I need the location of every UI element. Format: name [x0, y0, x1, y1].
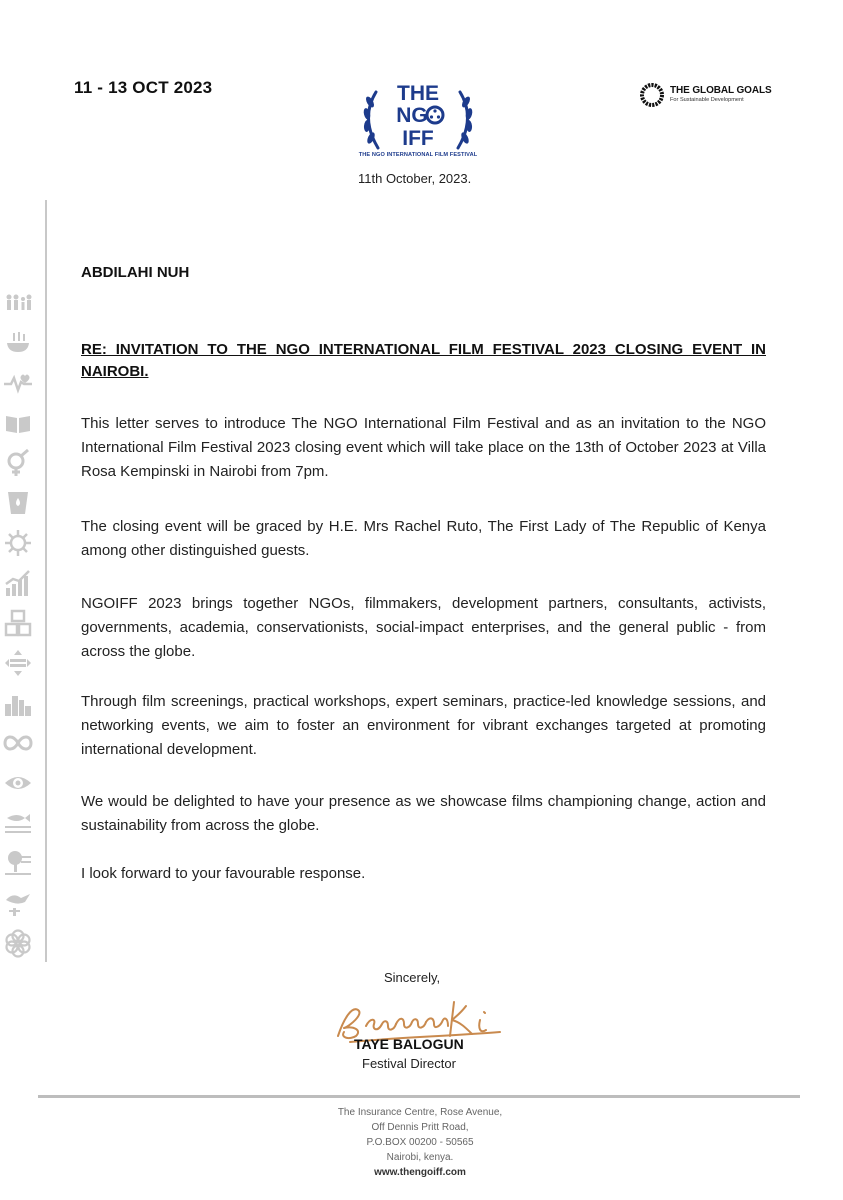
no-poverty-icon [3, 288, 33, 318]
closing-salutation: Sincerely, [384, 970, 441, 985]
zero-hunger-icon [3, 328, 33, 358]
event-dates: 11 - 13 OCT 2023 [74, 78, 213, 97]
quality-education-icon [3, 408, 33, 438]
sdg-icon-column [0, 288, 38, 968]
sidebar-divider [45, 200, 47, 962]
industry-innovation-icon [3, 608, 33, 638]
address-line: Nairobi, kenya. [386, 1152, 454, 1163]
good-health-icon [3, 368, 33, 398]
peace-justice-icon [3, 888, 33, 918]
footer-divider [38, 1095, 800, 1098]
subject-line: RE: INVITATION TO THE NGO INTERNATIONAL FILM FESTIVAL 2023 CLOSING EVENT IN NAIROBI. [81, 341, 766, 380]
sustainable-cities-icon [3, 688, 33, 718]
reduced-inequalities-icon [3, 648, 33, 678]
signer-title: Festival Director [362, 1056, 456, 1071]
clean-energy-icon [3, 528, 33, 558]
life-on-land-icon [3, 848, 33, 878]
global-goals-title: THE GLOBAL GOALS [670, 85, 772, 97]
climate-action-icon [3, 768, 33, 798]
letter-date: 11th October, 2023. [358, 171, 472, 186]
body-paragraph: We would be delighted to have your presence as we showcase films championing change, action and sustainability from across the globe. [81, 793, 766, 834]
film-reel-icon [427, 107, 443, 123]
footer-address [240, 1105, 600, 1180]
body-paragraph: I look forward to your favourable response. [81, 865, 366, 882]
recipient-name: ABDILAHI NUH [81, 264, 190, 281]
body-paragraph: This letter serves to introduce The NGO International Film Festival and as an invitation to the NGO International Film Festival 2023 closing event which will take place on the 13th of October 2023 at Villa Rosa Kempinski in Nairobi from 7pm. [81, 415, 766, 480]
global-goals-logo [640, 80, 772, 110]
logo-line-1: THE [397, 82, 439, 105]
body-paragraph: The closing event will be graced by H.E. Mrs Rachel Ruto, The First Lady of The Republic of Kenya among other distinguished guests. [81, 518, 766, 559]
body-paragraph: Through film screenings, practical workshops, expert seminars, practice-led knowledge sessions, and networking events, we aim to foster an environment for vibrant exchanges targeted at promoting international development. [81, 693, 766, 758]
decent-work-icon [3, 568, 33, 598]
address-line: P.O.BOX 00200 - 50565 [366, 1137, 474, 1148]
website-link[interactable]: www.thengoiff.com [374, 1167, 466, 1178]
global-goals-subtitle: For Sustainable Development [670, 97, 744, 104]
address-line: The Insurance Centre, Rose Avenue, [337, 1107, 503, 1118]
body-paragraph: NGOIFF 2023 brings together NGOs, filmmakers, development partners, consultants, activists, governments, academia, conservationists, social-impact enterprises, and the general public - from across the globe. [81, 595, 766, 660]
signer-name: TAYE BALOGUN [354, 1036, 464, 1052]
logo-line-3: IFF [402, 127, 434, 150]
life-below-water-icon [3, 808, 33, 838]
global-goals-wheel-icon [640, 83, 664, 107]
logo-caption: THE NGO INTERNATIONAL FILM FESTIVAL [358, 152, 478, 158]
logo-line-2: NG [396, 104, 428, 127]
gender-equality-icon [3, 448, 33, 478]
clean-water-icon [3, 488, 33, 518]
partnerships-icon [3, 928, 33, 958]
responsible-consumption-icon [3, 728, 33, 758]
address-line: Off Dennis Pritt Road, [371, 1122, 469, 1133]
